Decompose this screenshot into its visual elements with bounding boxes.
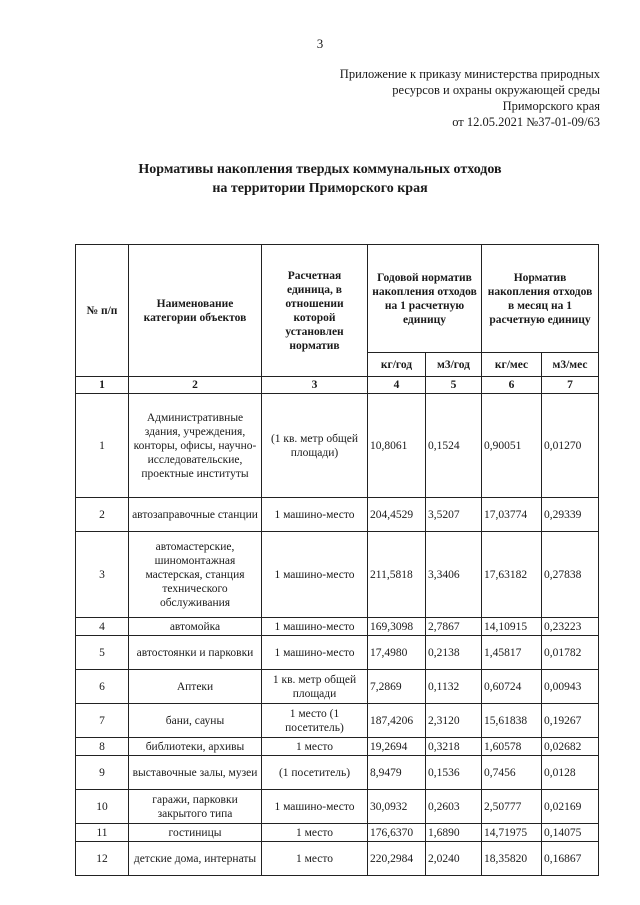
category-name: детские дома, интернаты <box>129 842 262 876</box>
value-m3-year: 3,3406 <box>426 532 482 618</box>
value-kg-month: 1,60578 <box>482 738 542 756</box>
category-name: автостоянки и парковки <box>129 636 262 670</box>
appendix-reference <box>300 66 600 130</box>
value-m3-year: 0,1132 <box>426 670 482 704</box>
value-kg-year: 176,6370 <box>368 824 426 842</box>
row-number: 12 <box>76 842 129 876</box>
value-m3-month: 0,23223 <box>542 618 599 636</box>
unit-name: 1 место <box>262 842 368 876</box>
header-kg-year: кг/год <box>368 353 426 377</box>
column-number: 3 <box>262 377 368 394</box>
header-m3-year: м3/год <box>426 353 482 377</box>
category-name: гостиницы <box>129 824 262 842</box>
table-row <box>76 394 599 498</box>
category-name: библиотеки, архивы <box>129 738 262 756</box>
value-kg-year: 204,4529 <box>368 498 426 532</box>
appendix-line: Приморского края <box>502 99 600 113</box>
value-m3-year: 1,6890 <box>426 824 482 842</box>
unit-name: 1 машино-место <box>262 636 368 670</box>
unit-name: 1 место <box>262 824 368 842</box>
unit-name: 1 кв. метр общей площади <box>262 670 368 704</box>
table-row <box>76 824 599 842</box>
row-number: 6 <box>76 670 129 704</box>
unit-name: (1 посетитель) <box>262 756 368 790</box>
column-number: 4 <box>368 377 426 394</box>
title-line: Нормативы накопления твердых коммунальных отходов <box>138 162 502 177</box>
value-kg-month: 15,61838 <box>482 704 542 738</box>
value-kg-year: 7,2869 <box>368 670 426 704</box>
value-kg-month: 14,71975 <box>482 824 542 842</box>
row-number: 9 <box>76 756 129 790</box>
header-unit: Расчетная единица, в отношении которой установлен норматив <box>262 245 368 377</box>
value-kg-month: 1,45817 <box>482 636 542 670</box>
value-kg-year: 187,4206 <box>368 704 426 738</box>
row-number: 5 <box>76 636 129 670</box>
header-number: № п/п <box>76 245 129 377</box>
unit-name: 1 машино-место <box>262 532 368 618</box>
value-m3-month: 0,19267 <box>542 704 599 738</box>
column-number-row <box>76 377 599 394</box>
table-row <box>76 618 599 636</box>
row-number: 10 <box>76 790 129 824</box>
category-name: гаражи, парковки закрытого типа <box>129 790 262 824</box>
unit-name: 1 машино-место <box>262 498 368 532</box>
category-name: бани, сауны <box>129 704 262 738</box>
table-row <box>76 790 599 824</box>
category-name: автомойка <box>129 618 262 636</box>
category-name: автозаправочные станции <box>129 498 262 532</box>
column-number: 1 <box>76 377 129 394</box>
appendix-line: ресурсов и охраны окружающей среды <box>392 83 600 97</box>
value-m3-year: 0,1524 <box>426 394 482 498</box>
table-row <box>76 842 599 876</box>
row-number: 4 <box>76 618 129 636</box>
row-number: 1 <box>76 394 129 498</box>
value-m3-year: 2,3120 <box>426 704 482 738</box>
value-m3-year: 0,2138 <box>426 636 482 670</box>
row-number: 7 <box>76 704 129 738</box>
value-kg-month: 0,7456 <box>482 756 542 790</box>
value-kg-year: 169,3098 <box>368 618 426 636</box>
value-m3-month: 0,01782 <box>542 636 599 670</box>
page-number: 3 <box>316 36 324 51</box>
value-kg-year: 30,0932 <box>368 790 426 824</box>
value-m3-month: 0,0128 <box>542 756 599 790</box>
table-row <box>76 738 599 756</box>
table-row <box>76 670 599 704</box>
value-m3-year: 3,5207 <box>426 498 482 532</box>
table-row <box>76 704 599 738</box>
value-kg-year: 211,5818 <box>368 532 426 618</box>
header-kg-month: кг/мес <box>482 353 542 377</box>
unit-name: 1 место (1 посетитель) <box>262 704 368 738</box>
value-kg-month: 0,90051 <box>482 394 542 498</box>
value-m3-month: 0,02169 <box>542 790 599 824</box>
value-m3-month: 0,16867 <box>542 842 599 876</box>
value-kg-year: 220,2984 <box>368 842 426 876</box>
value-m3-year: 2,0240 <box>426 842 482 876</box>
column-number: 2 <box>129 377 262 394</box>
table-row <box>76 532 599 618</box>
unit-name: (1 кв. метр общей площади) <box>262 394 368 498</box>
value-kg-month: 14,10915 <box>482 618 542 636</box>
value-kg-month: 0,60724 <box>482 670 542 704</box>
row-number: 8 <box>76 738 129 756</box>
category-name: Административные здания, учреждения, конторы, офисы, научно-исследовательские, проектные институты <box>129 394 262 498</box>
category-name: автомастерские, шиномонтажная мастерская, станция технического обслуживания <box>129 532 262 618</box>
column-number: 5 <box>426 377 482 394</box>
value-kg-month: 17,03774 <box>482 498 542 532</box>
category-name: Аптеки <box>129 670 262 704</box>
value-m3-year: 0,2603 <box>426 790 482 824</box>
header-category-name: Наименование категории объектов <box>129 245 262 377</box>
value-m3-month: 0,02682 <box>542 738 599 756</box>
value-kg-year: 19,2694 <box>368 738 426 756</box>
unit-name: 1 машино-место <box>262 790 368 824</box>
header-monthly-norm: Норматив накопления отходов в месяц на 1 расчетную единицу <box>482 245 599 353</box>
value-m3-month: 0,00943 <box>542 670 599 704</box>
row-number: 2 <box>76 498 129 532</box>
appendix-line: от 12.05.2021 №37-01-09/63 <box>452 115 600 129</box>
value-kg-month: 18,35820 <box>482 842 542 876</box>
value-kg-month: 2,50777 <box>482 790 542 824</box>
value-kg-year: 17,4980 <box>368 636 426 670</box>
value-m3-month: 0,01270 <box>542 394 599 498</box>
header-m3-month: м3/мес <box>542 353 599 377</box>
column-number: 6 <box>482 377 542 394</box>
value-m3-year: 0,3218 <box>426 738 482 756</box>
norms-table <box>75 244 599 876</box>
table-row <box>76 636 599 670</box>
table-row <box>76 756 599 790</box>
column-number: 7 <box>542 377 599 394</box>
norms-table-body <box>76 377 599 876</box>
value-kg-month: 17,63182 <box>482 532 542 618</box>
value-m3-year: 2,7867 <box>426 618 482 636</box>
value-m3-month: 0,14075 <box>542 824 599 842</box>
value-m3-month: 0,27838 <box>542 532 599 618</box>
appendix-line: Приложение к приказу министерства природных <box>339 67 600 81</box>
value-m3-month: 0,29339 <box>542 498 599 532</box>
unit-name: 1 машино-место <box>262 618 368 636</box>
value-kg-year: 8,9479 <box>368 756 426 790</box>
title-line: на территории Приморского края <box>212 181 428 196</box>
header-annual-norm: Годовой норматив накопления отходов на 1 расчетную единицу <box>368 245 482 353</box>
category-name: выставочные залы, музеи <box>129 756 262 790</box>
value-kg-year: 10,8061 <box>368 394 426 498</box>
row-number: 3 <box>76 532 129 618</box>
value-m3-year: 0,1536 <box>426 756 482 790</box>
document-title <box>90 160 550 198</box>
table-row <box>76 498 599 532</box>
row-number: 11 <box>76 824 129 842</box>
unit-name: 1 место <box>262 738 368 756</box>
